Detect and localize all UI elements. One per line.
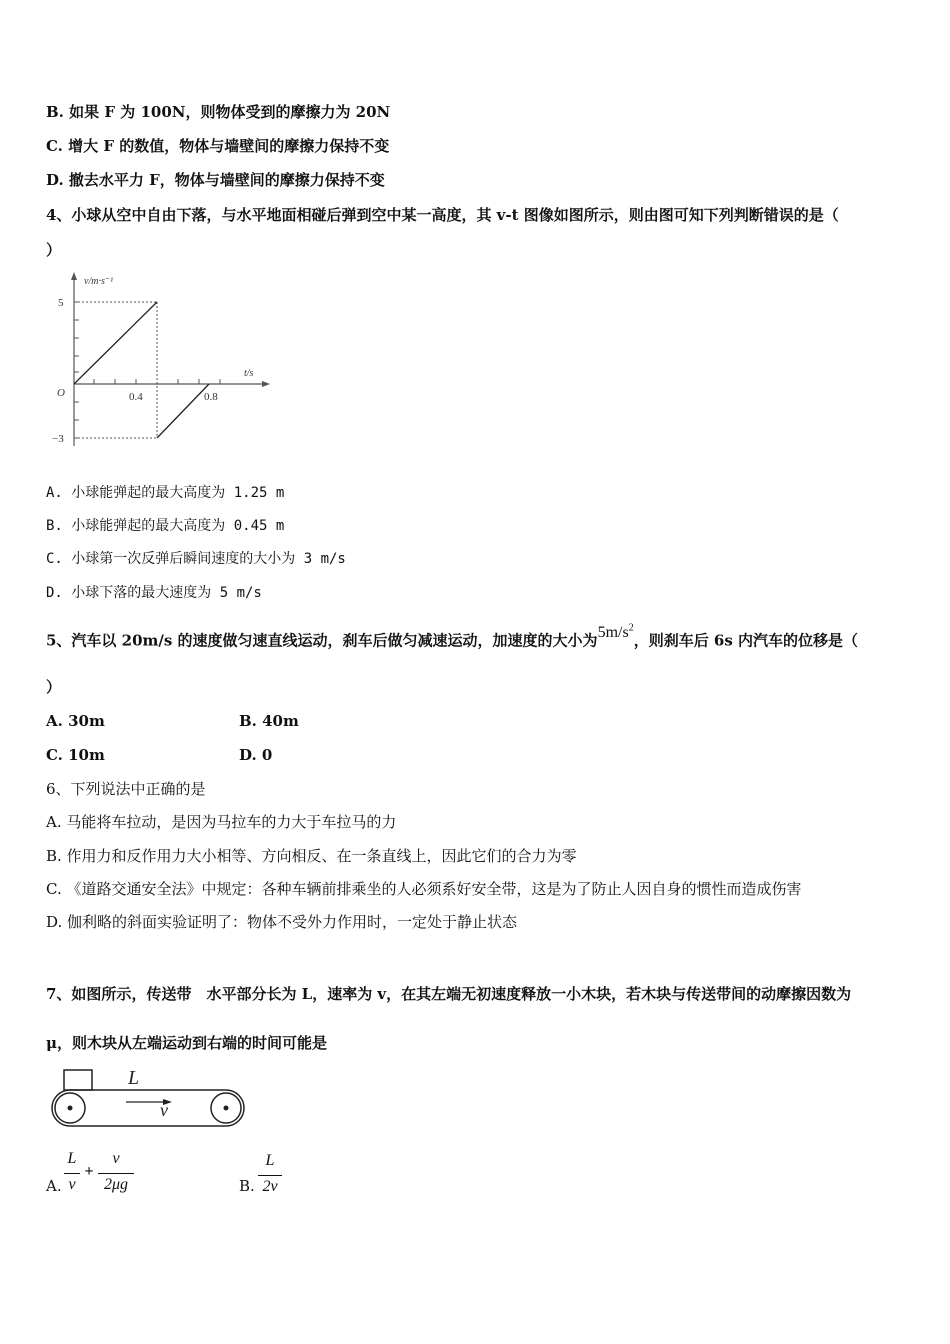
q5-option-c: C. 10m xyxy=(46,746,105,764)
origin-label: O xyxy=(57,387,65,399)
y-tick-label-5: 5 xyxy=(58,297,64,309)
q6-option-c: C. 《道路交通安全法》中规定：各种车辆前排乘坐的人必须系好安全带，这是为了防止人因自身的惯性而造成伤害 xyxy=(46,880,802,898)
q4-vt-graph xyxy=(46,268,276,458)
q4-stem-end: ） xyxy=(46,241,62,259)
q4-option-b: B. 小球能弹起的最大高度为 0.45 m xyxy=(46,518,285,534)
q5-stem-end: ） xyxy=(46,678,62,696)
wooden-block xyxy=(64,1070,92,1090)
q6-option-b: B. 作用力和反作用力大小相等、方向相反、在一条直线上，因此它们的合力为零 xyxy=(46,847,577,865)
q4-stem: 4、小球从空中自由下落，与水平地面相碰后弹到空中某一高度，其 v-t 图像如图所示，则由图可知下列判断错误的是（ xyxy=(46,206,839,224)
y-axis-label: v/m·s⁻¹ xyxy=(84,276,114,287)
length-label: L xyxy=(128,1067,140,1089)
x-axis-label: t/s xyxy=(244,368,254,379)
q7-option-a-letter: A. xyxy=(46,1177,62,1195)
q4-option-a: A. 小球能弹起的最大高度为 1.25 m xyxy=(46,485,285,501)
q5-option-d: D. 0 xyxy=(239,746,273,764)
q5-option-b: B. 40m xyxy=(239,712,299,730)
q4-option-d: D. 小球下落的最大速度为 5 m/s xyxy=(46,585,262,601)
speed-label: v xyxy=(160,1100,168,1120)
fracB-numerator: L xyxy=(265,1152,275,1169)
frac1-denominator: v xyxy=(68,1176,76,1193)
q6-option-a: A. 马能将车拉动，是因为马拉车的力大于车拉马的力 xyxy=(46,813,397,831)
q3-option-c: C. 增大 F 的数值，物体与墙壁间的摩擦力保持不变 xyxy=(46,137,390,155)
q5-acceleration: $5m/s^2$ xyxy=(597,623,634,642)
q7-conveyor-diagram xyxy=(46,1064,250,1134)
q3-option-d: D. 撤去水平力 F，物体与墙壁间的摩擦力保持不变 xyxy=(46,171,385,189)
plus-sign: + xyxy=(84,1163,94,1180)
frac2-numerator: v xyxy=(112,1150,120,1167)
x-tick-label-0.4: 0.4 xyxy=(129,391,143,403)
q7-stem: 7、如图所示，传送带 水平部分长为 L，速率为 v，在其左端无初速度释放一小木块，若木块与传送带间的动摩擦因数为 xyxy=(46,985,852,1003)
frac2-denominator: 2μg xyxy=(103,1176,129,1193)
x-tick-label-0.8: 0.8 xyxy=(204,391,218,403)
q3-option-b: B. 如果 F 为 100N，则物体受到的摩擦力为 20N xyxy=(46,103,391,121)
q6-option-d: D. 伽利略的斜面实验证明了：物体不受外力作用时，一定处于静止状态 xyxy=(46,913,518,931)
frac1-numerator: L xyxy=(67,1150,77,1167)
q6-stem: 6、下列说法中正确的是 xyxy=(46,780,206,798)
q4-option-c: C. 小球第一次反弹后瞬间速度的大小为 3 m/s xyxy=(46,551,346,567)
q7-stem-2: μ，则木块从左端运动到右端的时间可能是 xyxy=(46,1034,327,1052)
q5-stem: 5、汽车以 20m/s 的速度做匀速直线运动，刹车后做匀减速运动，加速度的大小为$5m/s^2$，则刹车后 6s 内汽车的位移是（ xyxy=(46,623,859,650)
y-tick-label-neg3: −3 xyxy=(52,433,64,445)
q7-option-b-letter: B. xyxy=(239,1177,255,1195)
q5-option-a: A. 30m xyxy=(46,712,105,730)
fracB-denominator: 2v xyxy=(262,1178,278,1195)
